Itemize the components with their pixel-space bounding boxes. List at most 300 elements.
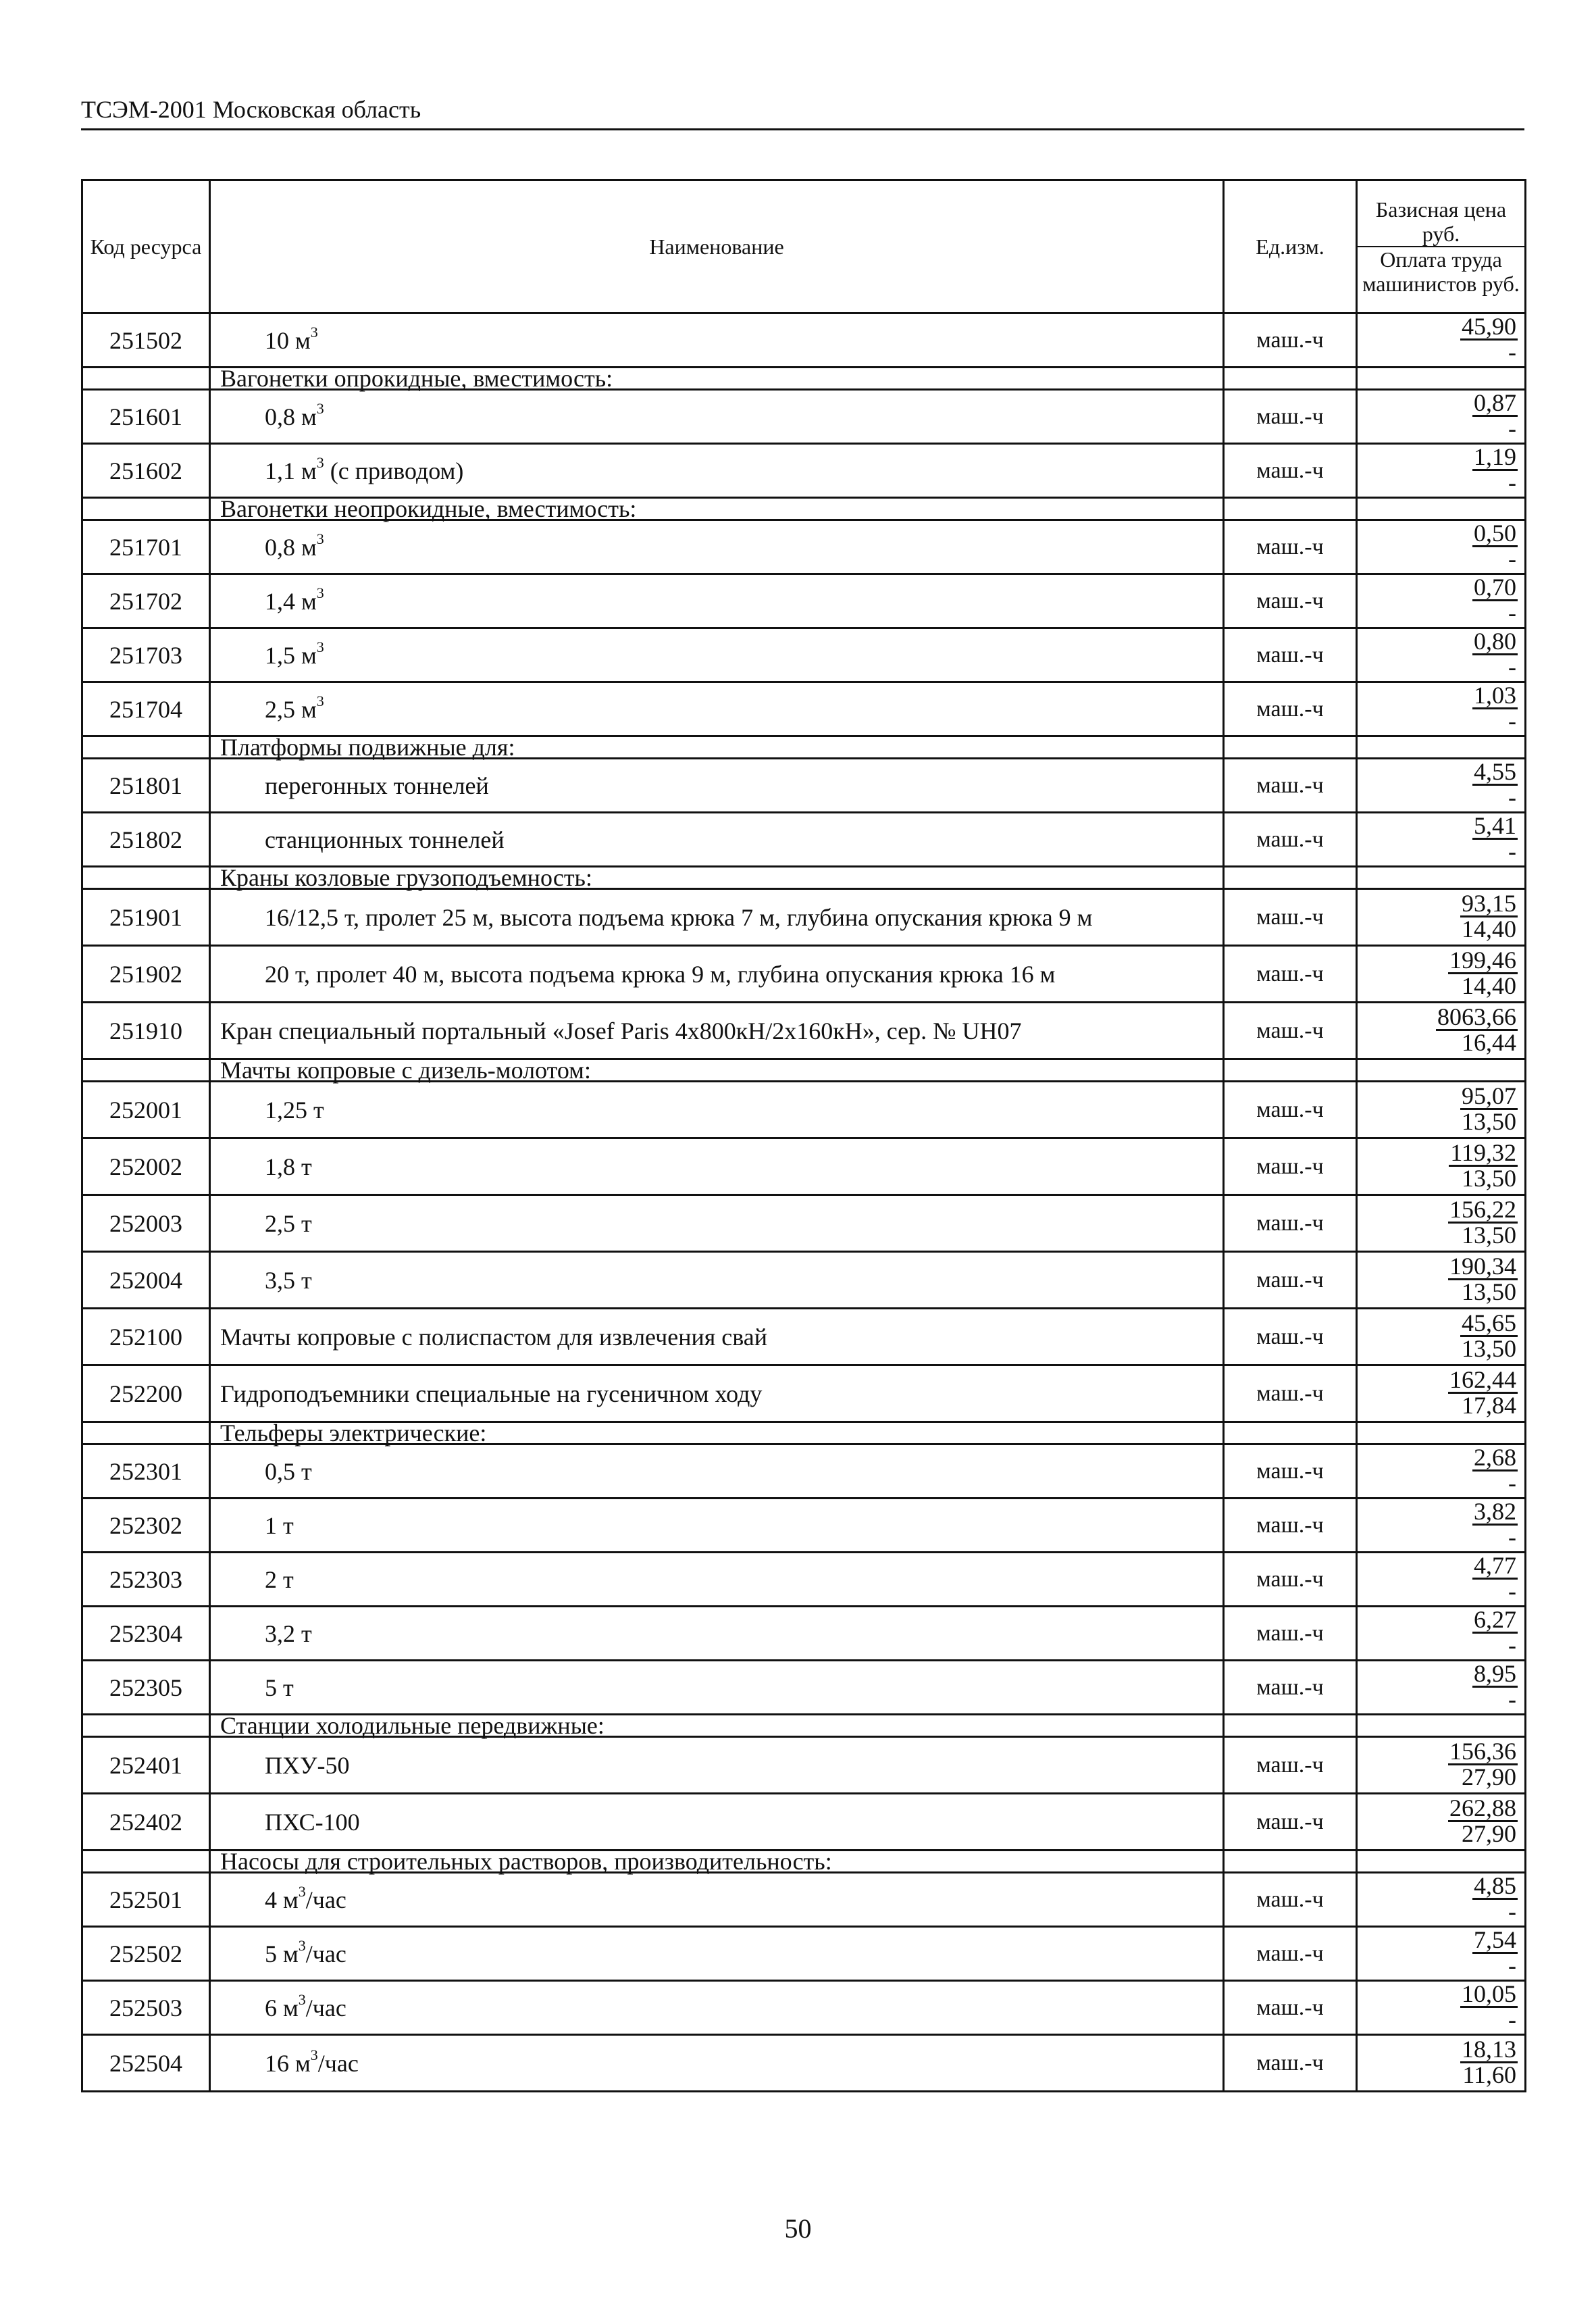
resource-name xyxy=(210,946,1224,1003)
resource-name-text: 0,8 м xyxy=(265,533,317,561)
unit-of-measure: маш.-ч xyxy=(1224,444,1357,498)
price-fraction xyxy=(1460,891,1518,940)
base-price: 4,85 xyxy=(1474,1872,1516,1899)
unit-exponent: 3 xyxy=(310,2046,318,2063)
table-group-row xyxy=(82,1715,1526,1737)
resource-code: 251601 xyxy=(82,390,210,444)
resource-code: 252200 xyxy=(82,1365,210,1422)
price-cell xyxy=(1357,1365,1526,1422)
unit-exponent: 3 xyxy=(316,530,324,547)
price-cell xyxy=(1357,1252,1526,1309)
group-price-cell xyxy=(1357,1422,1526,1444)
price-fraction xyxy=(1472,1661,1518,1711)
column-header-code xyxy=(82,180,210,313)
unit-of-measure: маш.-ч xyxy=(1224,1309,1357,1365)
unit-exponent: 3 xyxy=(298,1990,306,2008)
price-cell xyxy=(1357,1499,1526,1553)
operator-wage: 14,40 xyxy=(1462,915,1516,942)
resource-name-text: 5 т xyxy=(265,1674,294,1701)
operator-wage: - xyxy=(1508,415,1516,442)
resource-name xyxy=(210,1607,1224,1661)
unit-of-measure: маш.-ч xyxy=(1224,2035,1357,2092)
resource-name xyxy=(210,628,1224,682)
operator-wage: - xyxy=(1508,1632,1516,1659)
unit-of-measure: маш.-ч xyxy=(1224,1195,1357,1252)
resource-name-text: 1,1 м xyxy=(265,457,317,484)
resource-code: 251910 xyxy=(82,1003,210,1059)
table-row xyxy=(82,1873,1526,1927)
price-cell xyxy=(1357,682,1526,736)
table-group-row xyxy=(82,498,1526,520)
table-row xyxy=(82,628,1526,682)
group-code-cell xyxy=(82,1059,210,1082)
base-price: 2,68 xyxy=(1474,1444,1516,1471)
group-unit-cell xyxy=(1224,1059,1357,1082)
unit-of-measure: маш.-ч xyxy=(1224,1444,1357,1499)
base-price: 0,80 xyxy=(1474,628,1516,655)
resource-name xyxy=(210,1553,1224,1607)
operator-wage: - xyxy=(1508,1952,1516,1979)
resource-code: 251901 xyxy=(82,889,210,946)
table-row xyxy=(82,1444,1526,1499)
base-price: 45,90 xyxy=(1462,313,1516,340)
price-cell xyxy=(1357,1138,1526,1195)
price-fraction xyxy=(1472,1873,1518,1923)
resource-name-text: 16/12,5 т, пролет 25 м, высота подъема крюка 7 м, глубина опускания крюка 9 м xyxy=(265,903,1093,931)
group-unit-cell xyxy=(1224,1422,1357,1444)
price-fraction xyxy=(1472,445,1518,494)
operator-wage: - xyxy=(1508,2006,1516,2033)
price-cell xyxy=(1357,628,1526,682)
resource-name xyxy=(210,1661,1224,1715)
table-row xyxy=(82,1607,1526,1661)
resource-name-text: 1,4 м xyxy=(265,587,317,615)
base-price: 95,07 xyxy=(1462,1082,1516,1109)
price-cell xyxy=(1357,889,1526,946)
table-body xyxy=(82,313,1526,2092)
price-fraction xyxy=(1472,1445,1518,1494)
resource-name-text: 6 м xyxy=(265,1994,299,2021)
table-row xyxy=(82,813,1526,867)
operator-wage: - xyxy=(1508,338,1516,366)
base-price: 5,41 xyxy=(1474,812,1516,839)
price-fraction xyxy=(1460,313,1518,366)
table-row xyxy=(82,1981,1526,2035)
group-price-cell xyxy=(1357,1715,1526,1737)
resource-name xyxy=(210,1082,1224,1138)
group-code-cell xyxy=(82,1851,210,1873)
table-group-row xyxy=(82,1059,1526,1082)
price-cell xyxy=(1357,1082,1526,1138)
price-fraction xyxy=(1472,1607,1518,1657)
resource-code: 251801 xyxy=(82,759,210,813)
unit-of-measure: маш.-ч xyxy=(1224,813,1357,867)
unit-of-measure: маш.-ч xyxy=(1224,390,1357,444)
group-unit-cell xyxy=(1224,368,1357,390)
price-cell xyxy=(1357,1981,1526,2035)
resource-name xyxy=(210,1365,1224,1422)
resource-name-text: Мачты копровые с полиспастом для извлечения свай xyxy=(220,1323,768,1351)
resource-name-text: 3,2 т xyxy=(265,1619,312,1647)
unit-of-measure: маш.-ч xyxy=(1224,1927,1357,1981)
price-fraction xyxy=(1460,2037,1518,2086)
unit-of-measure: маш.-ч xyxy=(1224,1737,1357,1794)
column-header-price-bottom: Оплата труда машинистов руб. xyxy=(1362,247,1520,296)
resource-name xyxy=(210,1927,1224,1981)
resource-code: 252302 xyxy=(82,1499,210,1553)
resource-name xyxy=(210,2035,1224,2092)
price-fraction xyxy=(1472,629,1518,678)
group-unit-cell xyxy=(1224,736,1357,759)
operator-wage: 14,40 xyxy=(1462,972,1516,999)
operator-wage: - xyxy=(1508,1469,1516,1496)
group-price-cell xyxy=(1357,1851,1526,1873)
base-price: 162,44 xyxy=(1449,1366,1516,1393)
operator-wage: 13,50 xyxy=(1462,1222,1516,1249)
resource-name-text: 2 т xyxy=(265,1565,294,1593)
price-cell xyxy=(1357,1873,1526,1927)
table-row xyxy=(82,889,1526,946)
base-price: 93,15 xyxy=(1462,890,1516,917)
resource-name-text: 1,5 м xyxy=(265,641,317,669)
resource-name-suffix: /час xyxy=(305,1886,346,1913)
unit-of-measure: маш.-ч xyxy=(1224,889,1357,946)
resource-code: 252502 xyxy=(82,1927,210,1981)
unit-of-measure: маш.-ч xyxy=(1224,1365,1357,1422)
resource-name xyxy=(210,574,1224,628)
resource-name xyxy=(210,1794,1224,1851)
base-price: 8,95 xyxy=(1474,1660,1516,1687)
table-row xyxy=(82,520,1526,574)
unit-of-measure: маш.-ч xyxy=(1224,1003,1357,1059)
resource-name-text: 1,25 т xyxy=(265,1096,324,1124)
group-title: Тельферы электрические: xyxy=(210,1422,1224,1444)
operator-wage: - xyxy=(1508,469,1516,496)
operator-wage: - xyxy=(1508,545,1516,572)
group-unit-cell xyxy=(1224,867,1357,889)
resource-name-text: 10 м xyxy=(265,326,311,354)
resource-name xyxy=(210,889,1224,946)
price-cell xyxy=(1357,390,1526,444)
table-row xyxy=(82,682,1526,736)
unit-of-measure: маш.-ч xyxy=(1224,1082,1357,1138)
base-price: 4,77 xyxy=(1474,1552,1516,1579)
price-cell xyxy=(1357,1003,1526,1059)
header-divider xyxy=(81,128,1524,130)
table-row xyxy=(82,1794,1526,1851)
resource-code: 251502 xyxy=(82,313,210,368)
resource-name xyxy=(210,1499,1224,1553)
unit-of-measure: маш.-ч xyxy=(1224,628,1357,682)
resource-name-suffix: (с приводом) xyxy=(324,457,464,484)
resource-code: 251702 xyxy=(82,574,210,628)
resource-name xyxy=(210,313,1224,368)
resource-code: 252002 xyxy=(82,1138,210,1195)
base-price: 3,82 xyxy=(1474,1498,1516,1525)
base-price: 1,19 xyxy=(1474,443,1516,470)
price-fraction xyxy=(1472,575,1518,624)
table-row xyxy=(82,2035,1526,2092)
column-header-price xyxy=(1357,180,1526,313)
resource-name-text: Гидроподъемники специальные на гусеничном ходу xyxy=(220,1380,763,1407)
group-price-cell xyxy=(1357,867,1526,889)
price-fraction xyxy=(1472,759,1518,809)
resource-code: 251703 xyxy=(82,628,210,682)
unit-exponent: 3 xyxy=(316,453,324,471)
group-title: Мачты копровые с дизель-молотом: xyxy=(210,1059,1224,1082)
table-group-row xyxy=(82,1422,1526,1444)
table-row xyxy=(82,1252,1526,1309)
table-row xyxy=(82,946,1526,1003)
resource-name xyxy=(210,1309,1224,1365)
unit-of-measure: маш.-ч xyxy=(1224,313,1357,368)
unit-exponent: 3 xyxy=(316,638,324,655)
operator-wage: 11,60 xyxy=(1462,2061,1516,2088)
resource-code: 252401 xyxy=(82,1737,210,1794)
table-group-row xyxy=(82,736,1526,759)
resource-name xyxy=(210,1981,1224,2035)
resource-code: 252303 xyxy=(82,1553,210,1607)
base-price: 199,46 xyxy=(1449,947,1516,974)
table-row xyxy=(82,1195,1526,1252)
base-price: 0,87 xyxy=(1474,389,1516,416)
group-unit-cell xyxy=(1224,498,1357,520)
group-title: Насосы для строительных растворов, производительность: xyxy=(210,1851,1224,1873)
group-price-cell xyxy=(1357,736,1526,759)
resource-name xyxy=(210,1737,1224,1794)
resource-name xyxy=(210,813,1224,867)
resource-code: 251602 xyxy=(82,444,210,498)
base-price: 119,32 xyxy=(1450,1139,1516,1166)
resource-code: 251802 xyxy=(82,813,210,867)
operator-wage: - xyxy=(1508,653,1516,680)
table-row xyxy=(82,1661,1526,1715)
price-fraction xyxy=(1472,1928,1518,1977)
unit-exponent: 3 xyxy=(298,1882,306,1900)
operator-wage: - xyxy=(1508,784,1516,811)
table-row xyxy=(82,574,1526,628)
base-price: 8063,66 xyxy=(1437,1003,1516,1030)
unit-of-measure: маш.-ч xyxy=(1224,520,1357,574)
group-code-cell xyxy=(82,736,210,759)
group-code-cell xyxy=(82,498,210,520)
resource-name-text: 1 т xyxy=(265,1511,294,1539)
price-cell xyxy=(1357,2035,1526,2092)
operator-wage: - xyxy=(1508,1578,1516,1605)
group-title: Станции холодильные передвижные: xyxy=(210,1715,1224,1737)
price-fraction xyxy=(1449,1140,1518,1190)
resource-name-text: 2,5 м xyxy=(265,695,317,723)
column-header-price-top: Базисная цена руб. xyxy=(1358,197,1524,247)
unit-of-measure: маш.-ч xyxy=(1224,1553,1357,1607)
operator-wage: - xyxy=(1508,838,1516,865)
price-fraction xyxy=(1448,1197,1518,1247)
document-header-title: ТСЭМ-2001 Московская область xyxy=(81,96,421,123)
table-row xyxy=(82,1082,1526,1138)
operator-wage: 13,50 xyxy=(1462,1165,1516,1192)
resource-name xyxy=(210,759,1224,813)
table-row xyxy=(82,1365,1526,1422)
table-row xyxy=(82,390,1526,444)
unit-of-measure: маш.-ч xyxy=(1224,1607,1357,1661)
table-row xyxy=(82,1499,1526,1553)
price-fraction xyxy=(1448,948,1518,997)
group-unit-cell xyxy=(1224,1715,1357,1737)
base-price: 0,70 xyxy=(1474,574,1516,601)
price-fraction xyxy=(1460,1311,1518,1360)
resource-name xyxy=(210,682,1224,736)
resource-name xyxy=(210,1252,1224,1309)
base-price: 18,13 xyxy=(1462,2036,1516,2063)
resource-code: 251704 xyxy=(82,682,210,736)
resource-name-text: 5 м xyxy=(265,1940,299,1967)
operator-wage: 13,50 xyxy=(1462,1108,1516,1135)
table-row xyxy=(82,313,1526,368)
resource-name-text: станционных тоннелей xyxy=(265,826,505,853)
operator-wage: 16,44 xyxy=(1462,1029,1516,1056)
unit-of-measure: маш.-ч xyxy=(1224,1873,1357,1927)
table-header-row xyxy=(82,180,1526,313)
operator-wage: - xyxy=(1508,1898,1516,1925)
resource-table-container xyxy=(81,179,1524,2092)
resource-code: 252001 xyxy=(82,1082,210,1138)
table-row xyxy=(82,1003,1526,1059)
table-row xyxy=(82,1309,1526,1365)
resource-code: 252305 xyxy=(82,1661,210,1715)
column-header-name-label: Наименование xyxy=(649,234,784,259)
resource-code: 252504 xyxy=(82,2035,210,2092)
table-row xyxy=(82,1553,1526,1607)
resource-name xyxy=(210,1138,1224,1195)
base-price: 0,50 xyxy=(1474,520,1516,547)
operator-wage: 27,90 xyxy=(1462,1820,1516,1847)
price-cell xyxy=(1357,1927,1526,1981)
resource-code: 251701 xyxy=(82,520,210,574)
price-fraction xyxy=(1472,391,1518,440)
table-row xyxy=(82,1927,1526,1981)
price-cell xyxy=(1357,946,1526,1003)
base-price: 156,36 xyxy=(1449,1738,1516,1765)
resource-name-text: 20 т, пролет 40 м, высота подъема крюка 9 м, глубина опускания крюка 16 м xyxy=(265,960,1056,988)
base-price: 190,34 xyxy=(1449,1253,1516,1280)
resource-name xyxy=(210,520,1224,574)
resource-code: 252304 xyxy=(82,1607,210,1661)
group-unit-cell xyxy=(1224,1851,1357,1873)
base-price: 4,55 xyxy=(1474,758,1516,785)
price-cell xyxy=(1357,1661,1526,1715)
operator-wage: 27,90 xyxy=(1462,1763,1516,1790)
price-cell xyxy=(1357,759,1526,813)
resource-code: 252003 xyxy=(82,1195,210,1252)
resource-name xyxy=(210,1195,1224,1252)
operator-wage: - xyxy=(1508,599,1516,626)
unit-exponent: 3 xyxy=(316,399,324,417)
table-row xyxy=(82,1737,1526,1794)
resource-name-text: перегонных тоннелей xyxy=(265,772,489,799)
resource-price-table xyxy=(81,179,1526,2092)
price-cell xyxy=(1357,1737,1526,1794)
operator-wage: 13,50 xyxy=(1462,1335,1516,1362)
column-header-name xyxy=(210,180,1224,313)
operator-wage: - xyxy=(1508,707,1516,734)
table-group-row xyxy=(82,368,1526,390)
operator-wage: 17,84 xyxy=(1462,1392,1516,1419)
group-code-cell xyxy=(82,867,210,889)
price-cell xyxy=(1357,574,1526,628)
column-header-unit-label: Ед.изм. xyxy=(1256,234,1324,259)
column-header-code-label: Код ресурса xyxy=(90,234,202,259)
price-fraction xyxy=(1448,1254,1518,1303)
resource-code: 251902 xyxy=(82,946,210,1003)
base-price: 262,88 xyxy=(1449,1794,1516,1821)
resource-name-text: Кран специальный портальный «Josef Paris 4x800кН/2x160кН», сер. № UH07 xyxy=(220,1017,1022,1045)
group-price-cell xyxy=(1357,368,1526,390)
resource-code: 252503 xyxy=(82,1981,210,2035)
unit-exponent: 3 xyxy=(310,323,318,341)
operator-wage: - xyxy=(1508,1524,1516,1551)
resource-code: 252402 xyxy=(82,1794,210,1851)
price-cell xyxy=(1357,1444,1526,1499)
unit-of-measure: маш.-ч xyxy=(1224,1661,1357,1715)
price-fraction xyxy=(1448,1367,1518,1417)
resource-name-suffix: /час xyxy=(317,2049,359,2077)
resource-name-text: 0,5 т xyxy=(265,1457,312,1485)
group-title: Вагонетки неопрокидные, вместимость: xyxy=(210,498,1224,520)
resource-name xyxy=(210,1003,1224,1059)
price-fraction xyxy=(1460,1084,1518,1133)
resource-name-text: 0,8 м xyxy=(265,403,317,430)
resource-name xyxy=(210,1873,1224,1927)
resource-code: 252004 xyxy=(82,1252,210,1309)
group-code-cell xyxy=(82,1715,210,1737)
resource-name xyxy=(210,1444,1224,1499)
unit-of-measure: маш.-ч xyxy=(1224,682,1357,736)
resource-name-text: ПХС-100 xyxy=(265,1808,360,1836)
price-cell xyxy=(1357,813,1526,867)
unit-of-measure: маш.-ч xyxy=(1224,574,1357,628)
price-cell xyxy=(1357,1553,1526,1607)
resource-name-text: 2,5 т xyxy=(265,1209,312,1237)
unit-of-measure: маш.-ч xyxy=(1224,1981,1357,2035)
table-group-row xyxy=(82,867,1526,889)
group-title: Краны козловые грузоподъемность: xyxy=(210,867,1224,889)
base-price: 1,03 xyxy=(1474,682,1516,709)
unit-exponent: 3 xyxy=(316,692,324,709)
group-title: Платформы подвижные для: xyxy=(210,736,1224,759)
unit-of-measure: маш.-ч xyxy=(1224,946,1357,1003)
unit-of-measure: маш.-ч xyxy=(1224,1252,1357,1309)
resource-name-suffix: /час xyxy=(305,1940,346,1967)
price-fraction xyxy=(1448,1796,1518,1845)
price-fraction xyxy=(1472,521,1518,570)
price-fraction xyxy=(1460,1982,1518,2031)
unit-of-measure: маш.-ч xyxy=(1224,759,1357,813)
column-header-unit xyxy=(1224,180,1357,313)
table-group-row xyxy=(82,1851,1526,1873)
base-price: 45,65 xyxy=(1462,1309,1516,1336)
price-cell xyxy=(1357,1195,1526,1252)
group-code-cell xyxy=(82,368,210,390)
unit-exponent: 3 xyxy=(316,584,324,601)
group-price-cell xyxy=(1357,1059,1526,1082)
resource-name xyxy=(210,390,1224,444)
table-row xyxy=(82,1138,1526,1195)
price-fraction xyxy=(1472,1553,1518,1603)
price-cell xyxy=(1357,1794,1526,1851)
group-title: Вагонетки опрокидные, вместимость: xyxy=(210,368,1224,390)
price-cell xyxy=(1357,1607,1526,1661)
base-price: 6,27 xyxy=(1474,1606,1516,1633)
